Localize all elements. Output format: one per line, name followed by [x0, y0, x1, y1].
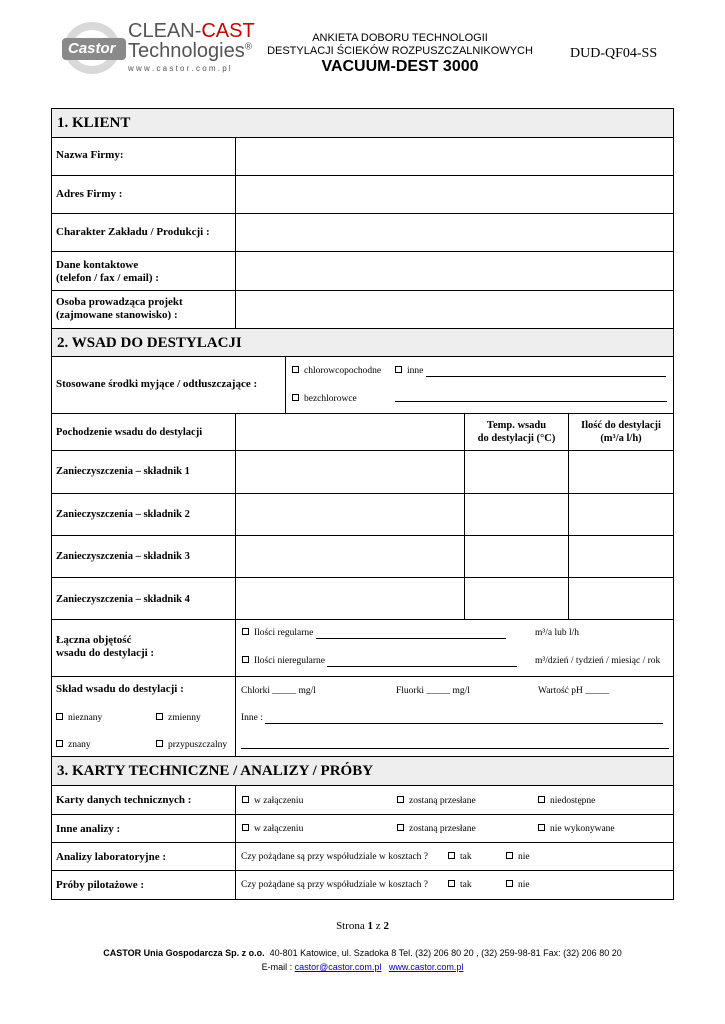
component-4-origin-field[interactable]: [236, 578, 464, 619]
component-4-qty-field[interactable]: [569, 578, 673, 619]
company-name-label: Nazwa Firmy:: [56, 149, 124, 161]
lab-yes[interactable]: tak: [448, 851, 472, 863]
survey-form: [51, 108, 674, 900]
regular-unit: m³/a lub l/h: [535, 628, 580, 638]
footer-contact: 40-801 Katowice, ul. Szadoka 8 Tel. (32) 206 80 20 , (32) 259-98-81 Fax: (32) 206 80 20: [269, 948, 622, 958]
checkbox-estimated[interactable]: [156, 740, 163, 747]
total-volume-label: Łączna objętość wsadu do destylacji :: [56, 634, 155, 659]
page-number: Strona 1 z 2: [336, 920, 389, 932]
pilot-yes[interactable]: tak: [448, 879, 472, 891]
component-3-temp-field[interactable]: [465, 536, 568, 578]
checkbox-pilot-yes[interactable]: [448, 880, 455, 887]
component-2-temp-field[interactable]: [465, 494, 568, 536]
pilot-no[interactable]: nie: [506, 879, 530, 891]
component-3-qty-field[interactable]: [569, 536, 673, 578]
option-unknown[interactable]: nieznany: [56, 712, 102, 724]
lab-no[interactable]: nie: [506, 851, 530, 863]
checkbox-variable[interactable]: [156, 713, 163, 720]
option-non-chlorinated[interactable]: bezchlorowce: [292, 393, 357, 405]
component-1-label: Zanieczyszczenia – składnik 1: [56, 466, 190, 477]
analyses-attached[interactable]: w załączeniu: [242, 823, 303, 835]
component-2-qty-field[interactable]: [569, 494, 673, 536]
footer-address: [0, 948, 725, 958]
component-1-qty-field[interactable]: [569, 451, 673, 493]
feed-origin-label: Pochodzenie wsadu do destylacji: [56, 427, 203, 438]
checkbox-known[interactable]: [56, 740, 63, 747]
component-3-label: Zanieczyszczenia – składnik 3: [56, 551, 190, 562]
fluorides-field[interactable]: Fluorki _____ mg/l: [396, 686, 470, 696]
checkbox-ds-sent[interactable]: [397, 796, 404, 803]
datasheets-sent[interactable]: zostaną przesłane: [397, 795, 476, 807]
analyses-sent[interactable]: zostaną przesłane: [397, 823, 476, 835]
lab-analyses-label: Analizy laboratoryjne :: [56, 851, 166, 863]
option-irregular-amounts[interactable]: Ilości nieregularne: [242, 655, 517, 667]
other-composition-field[interactable]: Inne :: [241, 712, 663, 724]
checkbox-non-chlorinated[interactable]: [292, 394, 299, 401]
document-code: DUD-QF04-SS: [570, 46, 658, 61]
option-regular-amounts[interactable]: Ilości regularne: [242, 627, 506, 639]
pilot-question: Czy pożądane są przy współudziale w kosztach ?: [241, 880, 429, 890]
temp-header: Temp. wsadu do destylacji (°C): [477, 420, 556, 444]
checkbox-unknown[interactable]: [56, 713, 63, 720]
company-address-label: Adres Firmy :: [56, 188, 123, 200]
irregular-unit: m³/dzień / tydzień / miesiąc / rok: [535, 656, 661, 666]
pilot-tests-label: Próby pilotażowe :: [56, 879, 144, 891]
component-4-label: Zanieczyszczenia – składnik 4: [56, 594, 190, 605]
option-known[interactable]: znany: [56, 739, 91, 751]
datasheets-label: Karty danych technicznych :: [56, 794, 192, 806]
footer-company: CASTOR Unia Gospodarcza Sp. z o.o.: [103, 948, 265, 958]
cleaning-agents-label: Stosowane środki myjące / odtłuszczające :: [56, 378, 258, 390]
quantity-header: Ilość do destylacji (m³/a l/h): [581, 420, 661, 444]
checkbox-chlorinated[interactable]: [292, 366, 299, 373]
component-3-origin-field[interactable]: [236, 536, 464, 578]
checkbox-oa-not-done[interactable]: [538, 824, 545, 831]
chlorides-field[interactable]: Chlorki _____ mg/l: [241, 686, 316, 696]
checkbox-oa-sent[interactable]: [397, 824, 404, 831]
checkbox-lab-yes[interactable]: [448, 852, 455, 859]
component-2-label: Zanieczyszczenia – składnik 2: [56, 509, 190, 520]
footer-www-link[interactable]: www.castor.com.pl: [388, 962, 464, 972]
contact-field[interactable]: [236, 252, 673, 289]
component-4-temp-field[interactable]: [465, 578, 568, 619]
project-lead-label: Osoba prowadząca projekt (zajmowane stanowisko) :: [56, 296, 183, 321]
logo-brand: CLEAN-: [128, 20, 202, 42]
ph-field[interactable]: Wartość pH _____: [538, 686, 609, 696]
checkbox-ds-attached[interactable]: [242, 796, 249, 803]
header-line-2: DESTYLACJI ŚCIEKÓW ROZPUSZCZALNIKOWYCH: [267, 45, 533, 57]
option-estimated[interactable]: przypuszczalny: [156, 739, 227, 751]
header-line-1: ANKIETA DOBORU TECHNOLOGII: [312, 32, 488, 44]
business-type-field[interactable]: [236, 214, 673, 251]
composition-label: Skład wsadu do destylacji :: [56, 683, 184, 695]
logo-url: w w w . c a s t o r . c o m . p l: [128, 64, 231, 73]
component-1-temp-field[interactable]: [465, 451, 568, 493]
company-logo: [62, 20, 262, 80]
checkbox-pilot-no[interactable]: [506, 880, 513, 887]
lab-question: Czy pożądane są przy współudziale w kosztach ?: [241, 852, 429, 862]
logo-brand-accent: CAST: [201, 20, 255, 42]
analyses-not-done[interactable]: nie wykonywane: [538, 823, 615, 835]
logo-reg-mark: ®: [244, 41, 253, 53]
component-2-origin-field[interactable]: [236, 494, 464, 536]
datasheets-unavailable[interactable]: niedostępne: [538, 795, 595, 807]
document-title: VACUUM-DEST 3000: [321, 58, 479, 75]
checkbox-ds-unavailable[interactable]: [538, 796, 545, 803]
datasheets-attached[interactable]: w załączeniu: [242, 795, 303, 807]
footer-email-link[interactable]: castor@castor.com.pl: [294, 962, 382, 972]
checkbox-lab-no[interactable]: [506, 852, 513, 859]
checkbox-oa-attached[interactable]: [242, 824, 249, 831]
checkbox-other-agent[interactable]: [395, 366, 402, 373]
option-chlorinated[interactable]: chlorowcopochodne: [292, 365, 381, 377]
other-analyses-label: Inne analizy :: [56, 823, 121, 835]
section-analyses-title: 3. KARTY TECHNICZNE / ANALIZY / PRÓBY: [52, 757, 673, 785]
company-name-field[interactable]: [236, 138, 673, 175]
option-variable[interactable]: zmienny: [156, 712, 201, 724]
company-address-field[interactable]: [236, 176, 673, 213]
component-1-origin-field[interactable]: [236, 451, 464, 493]
checkbox-irregular[interactable]: [242, 656, 249, 663]
project-lead-field[interactable]: [236, 291, 673, 328]
contact-label: Dane kontaktowe (telefon / fax / email) :: [56, 259, 159, 284]
footer-links: E-mail : castor@castor.com.pl www.castor.com.pl: [261, 962, 464, 972]
business-type-label: Charakter Zakładu / Produkcji :: [56, 226, 210, 238]
logo-badge-text: Castor: [68, 40, 116, 57]
checkbox-regular[interactable]: [242, 628, 249, 635]
option-other-agent[interactable]: inne: [395, 365, 666, 377]
section-client-title: 1. KLIENT: [52, 109, 673, 137]
logo-tagline: Technologies: [128, 40, 245, 62]
section-feed-title: 2. WSAD DO DESTYLACJI: [52, 329, 673, 356]
